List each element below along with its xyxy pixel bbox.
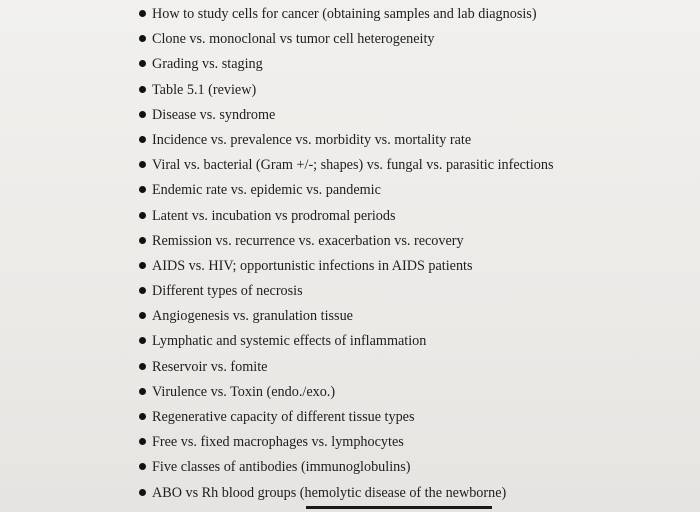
list-item-text: Grading vs. staging (152, 56, 263, 73)
list-item-text: How to study cells for cancer (obtaining samples and lab diagnosis) (152, 6, 537, 22)
list-item (132, 456, 692, 481)
list-item (132, 28, 692, 53)
list-item-text: Lymphatic and systemic effects of inflammation (152, 333, 427, 350)
bullet-icon (139, 60, 146, 67)
bullet-icon (139, 262, 146, 269)
bullet-icon (139, 438, 146, 445)
list-item (132, 381, 692, 406)
bullet-icon (139, 86, 146, 93)
bullet-icon (139, 212, 146, 219)
bullet-icon (139, 337, 146, 344)
list-item-text: Free vs. fixed macrophages vs. lymphocytes (152, 434, 404, 451)
list-item (132, 179, 692, 204)
list-item-text: AIDS vs. HIV; opportunistic infections in AIDS patients (152, 257, 473, 274)
list-item-text: Table 5.1 (review) (152, 81, 257, 98)
bullet-icon (139, 186, 146, 193)
bullet-icon (139, 463, 146, 470)
list-item-text: Reservoir vs. fomite (152, 358, 268, 375)
list-item-text: Endemic rate vs. epidemic vs. pandemic (152, 182, 381, 199)
list-item (132, 305, 692, 330)
list-item (132, 104, 692, 129)
bullet-icon (139, 161, 146, 168)
bullet-icon (139, 388, 146, 395)
list-item (132, 53, 692, 78)
list-item (132, 205, 692, 230)
list-item-text: Angiogenesis vs. granulation tissue (152, 308, 353, 325)
list-item (132, 129, 692, 154)
list-item-text: Virulence vs. Toxin (endo./exo.) (152, 383, 336, 400)
list-item (132, 255, 692, 280)
list-item (132, 406, 692, 431)
list-item (132, 330, 692, 355)
list-item (132, 79, 692, 104)
list-item-text: Clone vs. monoclonal vs tumor cell heterogeneity (152, 31, 435, 48)
list-item-text: Regenerative capacity of different tissue types (152, 409, 415, 425)
list-item-text: Remission vs. recurrence vs. exacerbation vs. recovery (152, 232, 464, 249)
list-item (132, 280, 692, 305)
list-item-text: Five classes of antibodies (immunoglobulins) (152, 459, 411, 476)
list-item (132, 230, 692, 255)
list-item-text: Disease vs. syndrome (152, 106, 276, 123)
bullet-icon (139, 111, 146, 118)
bullet-icon (139, 363, 146, 370)
bullet-icon (139, 489, 146, 496)
bullet-icon (139, 312, 146, 319)
topic-list (132, 3, 692, 507)
bullet-icon (139, 35, 146, 42)
list-item (132, 3, 692, 28)
list-item (132, 482, 692, 507)
list-item (132, 431, 692, 456)
list-item-text: Latent vs. incubation vs prodromal periods (152, 207, 396, 224)
list-item (132, 356, 692, 381)
list-item-text: Viral vs. bacterial (Gram +/-; shapes) vs. fungal vs. parasitic infections (152, 157, 554, 174)
bullet-icon (139, 413, 146, 420)
bullet-icon (139, 10, 146, 17)
list-item-text: Different types of necrosis (152, 283, 303, 300)
bullet-icon (139, 136, 146, 143)
bullet-icon (139, 237, 146, 244)
list-item (132, 154, 692, 179)
scroll-indicator-bar (306, 506, 492, 509)
bullet-icon (139, 287, 146, 294)
list-item-text: ABO vs Rh blood groups (hemolytic disease of the newborne) (152, 484, 507, 501)
list-item-text: Incidence vs. prevalence vs. morbidity vs. mortality rate (152, 131, 472, 148)
